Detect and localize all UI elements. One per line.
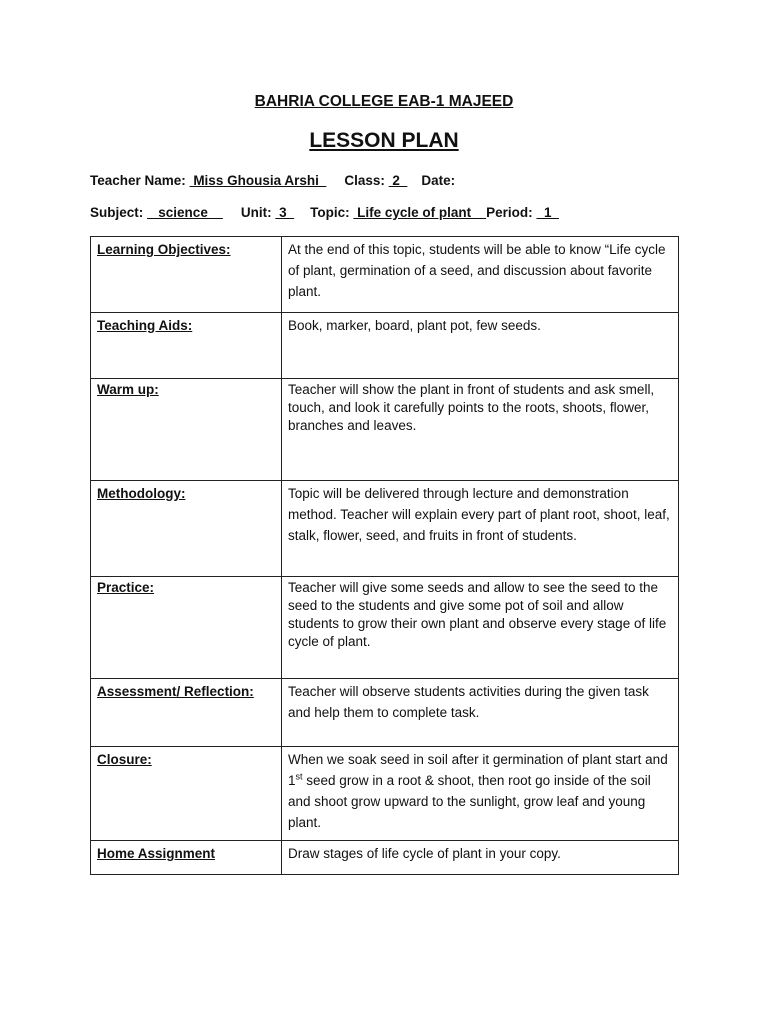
subject-info-line <box>90 205 559 220</box>
row-label: Home Assignment <box>91 841 282 875</box>
row-label: Methodology: <box>91 481 282 577</box>
row-label: Assessment/ Reflection: <box>91 679 282 747</box>
unit-label: Unit: <box>240 205 272 220</box>
table-row <box>91 237 679 313</box>
subject-label: Subject: <box>90 205 144 220</box>
closure-text-end: seed grow in a root & shoot, then root go inside of the soil and shoot grow upward to the sunlight, grow leaf and young plant. <box>288 773 651 830</box>
topic-label: Topic: <box>310 205 350 220</box>
row-content <box>282 747 679 841</box>
row-content: Topic will be delivered through lecture and demonstration method. Teacher will explain every part of plant root, shoot, leaf, stalk, flower, seed, and fruits in front of students. <box>282 481 679 577</box>
page-title: LESSON PLAN <box>309 129 459 152</box>
topic-value: Life cycle of plant <box>353 205 487 220</box>
unit-value: 3 <box>275 205 295 220</box>
row-content: Teacher will show the plant in front of students and ask smell, touch, and look it carefully points to the roots, shoots, flower, branches and leaves. <box>282 379 679 481</box>
teacher-name-value: Miss Ghousia Arshi <box>189 173 327 188</box>
row-content: Draw stages of life cycle of plant in your copy. <box>282 841 679 875</box>
row-content: Teacher will give some seeds and allow to see the seed to the seed to the students and give some pot of soil and allow students to grow their own plant and observe every stage of life cycle of plant. <box>282 577 679 679</box>
subject-value: science <box>147 205 223 220</box>
class-value: 2 <box>388 173 408 188</box>
table-row <box>91 747 679 841</box>
school-name: BAHRIA COLLEGE EAB-1 MAJEED <box>254 93 514 110</box>
class-label: Class: <box>344 173 385 188</box>
row-label: Teaching Aids: <box>91 313 282 379</box>
row-label: Closure: <box>91 747 282 841</box>
row-content: Book, marker, board, plant pot, few seeds. <box>282 313 679 379</box>
period-label: Period: <box>486 205 533 220</box>
teacher-name-label: Teacher Name: <box>90 173 186 188</box>
table-row <box>91 577 679 679</box>
teacher-info-line <box>90 173 455 188</box>
table-row <box>91 379 679 481</box>
row-content: At the end of this topic, students will be able to know “Life cycle of plant, germination of a seed, and discussion about favorite plant. <box>282 237 679 313</box>
period-value: 1 <box>536 205 559 220</box>
lesson-plan-table <box>90 236 679 875</box>
table-row <box>91 841 679 875</box>
row-label: Learning Objectives: <box>91 237 282 313</box>
row-content: Teacher will observe students activities during the given task and help them to complete task. <box>282 679 679 747</box>
row-label: Warm up: <box>91 379 282 481</box>
closure-superscript: st <box>295 771 303 782</box>
closure-text-start: When we soak seed in soil after it germination of plant start and 1 <box>288 752 668 788</box>
table-row <box>91 481 679 577</box>
date-label: Date: <box>421 173 456 188</box>
row-label: Practice: <box>91 577 282 679</box>
table-row <box>91 679 679 747</box>
table-row <box>91 313 679 379</box>
